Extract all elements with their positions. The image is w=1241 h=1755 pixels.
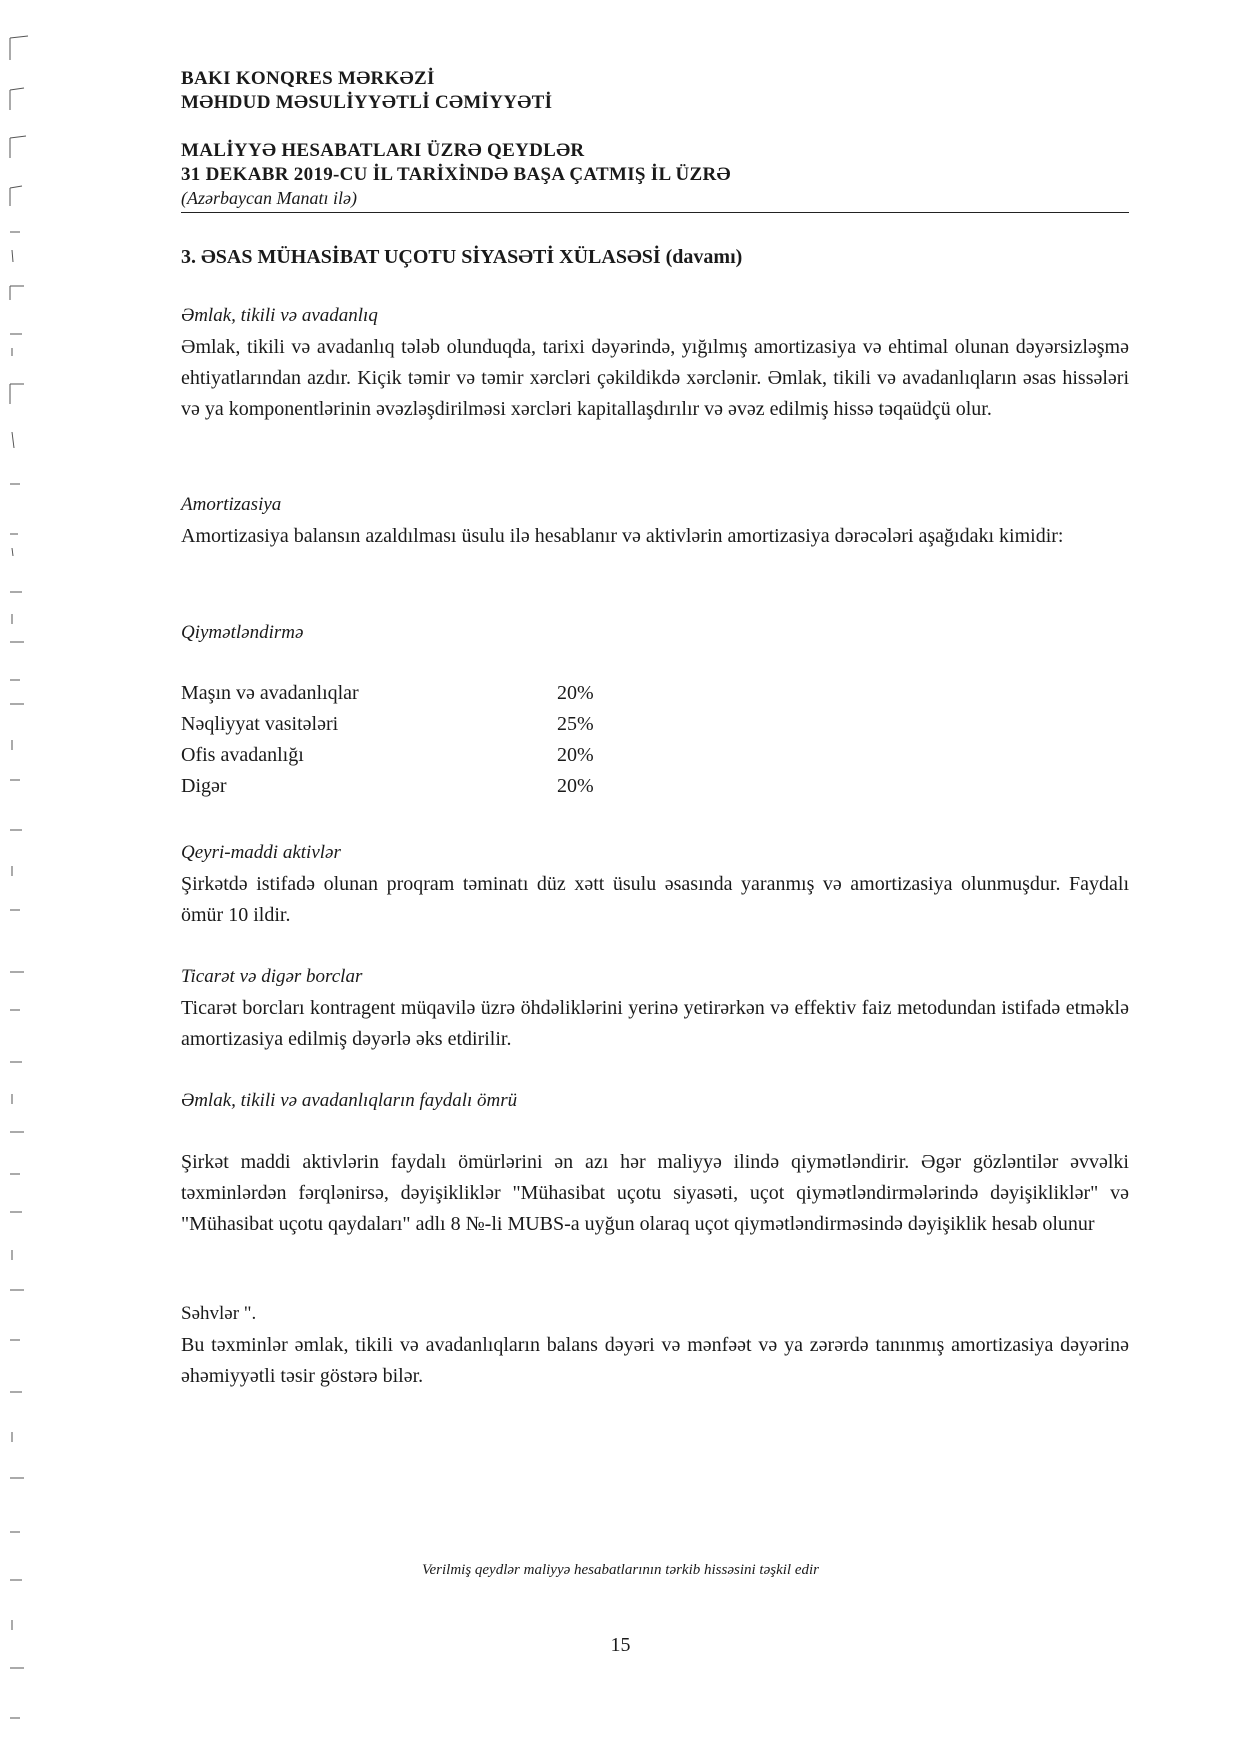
rate-label: Maşın və avadanlıqlar bbox=[181, 682, 359, 704]
page-number: 15 bbox=[610, 1634, 631, 1656]
payables-heading: Ticarət və digər borclar bbox=[181, 966, 363, 987]
rate-value: 20% bbox=[557, 682, 594, 704]
footer-note: Verilmiş qeydlər maliyyə hesabatlarının tərkib hissəsini təşkil edir bbox=[421, 1562, 820, 1578]
section-title: 3. ƏSAS MÜHASİBAT UÇOTU SİYASƏTİ XÜLASƏSİ (davamı) bbox=[181, 246, 743, 268]
company-legal-form: MƏHDUD MƏSULİYYƏTLİ CƏMİYYƏTİ bbox=[181, 92, 553, 113]
report-period: 31 DEKABR 2019-CU İL TARİXİNDƏ BAŞA ÇATMIŞ İL ÜZRƏ bbox=[181, 164, 731, 185]
property-paragraph: Əmlak, tikili və avadanlıq tələb olunduqda, tarixi dəyərində, yığılmış amortizasiya və ehtimal olunan dəyərsizləşmə ehtiyatlarından azdır. Kiçik təmir və təmir xərcləri çəkildikdə xərclənir. Əmlak, tikili və avadanlıqların əsas hissələri və ya komponentlərinin əvəzləşdirilməsi xərcləri kapitallaşdırılır və əvəz edilmiş hissə təqaüdçü olur. bbox=[181, 336, 1129, 420]
useful-life-heading: Əmlak, tikili və avadanlıqların faydalı ömrü bbox=[181, 1090, 518, 1111]
depreciation-paragraph: Amortizasiya balansın azaldılması üsulu ilə hesablanır və aktivlərin amortizasiya dərəcələri aşağıdakı kimidir: bbox=[181, 525, 1064, 547]
valuation-heading: Qiymətləndirmə bbox=[181, 622, 304, 643]
intangibles-heading: Qeyri-maddi aktivlər bbox=[181, 842, 341, 863]
useful-life-paragraph: Şirkət maddi aktivlərin faydalı ömürlərini ən azı hər maliyyə ilində qiymətləndirir. Əgər gözləntilər əvvəlki təxminlərdən fərqlənirsə, dəyişikliklər "Mühasibat uçotu siyasəti, uçot qiymətləndirmələrində dəyişikliklər" və "Mühasibat uçotu qaydaları" adlı 8 №-li MUBS-a uyğun olaraq uçot qiymətləndirməsində dəyişiklik hesab olunur bbox=[181, 1151, 1129, 1235]
intangibles-paragraph: Şirkətdə istifadə olunan proqram təminatı düz xətt üsulu əsasında yaranmış və amortizasiya olunmuşdur. Faydalı ömür 10 ildir. bbox=[181, 873, 1129, 926]
scan-margin-marks bbox=[0, 0, 40, 1755]
rate-value: 20% bbox=[557, 775, 594, 797]
company-name: BAKI KONQRES MƏRKƏZİ bbox=[181, 68, 435, 89]
depreciation-heading: Amortizasiya bbox=[181, 494, 282, 515]
rate-label: Nəqliyyat vasitələri bbox=[181, 713, 339, 735]
payables-paragraph: Ticarət borcları kontragent müqavilə üzrə öhdəliklərini yerinə yetirərkən və effektiv faiz metodundan istifadə etməklə amortizasiya edilmiş dəyərlə əks etdirilir. bbox=[181, 997, 1129, 1050]
rate-label: Digər bbox=[181, 775, 227, 797]
rate-label: Ofis avadanlığı bbox=[181, 744, 304, 766]
report-title: MALİYYƏ HESABATLARI ÜZRƏ QEYDLƏR bbox=[181, 140, 585, 161]
rate-value: 25% bbox=[557, 713, 594, 735]
property-heading: Əmlak, tikili və avadanlıq bbox=[181, 305, 378, 326]
currency-note: (Azərbaycan Manatı ilə) bbox=[181, 188, 357, 208]
rate-value: 20% bbox=[557, 744, 594, 766]
errors-paragraph: Bu təxminlər əmlak, tikili və avadanlıqların balans dəyəri və mənfəət və ya zərərdə tanınmış amortizasiya dəyərinə əhəmiyyətli təsir göstərə bilər. bbox=[181, 1334, 1129, 1387]
header-divider bbox=[181, 212, 1129, 213]
errors-heading: Səhvlər ". bbox=[181, 1303, 257, 1324]
